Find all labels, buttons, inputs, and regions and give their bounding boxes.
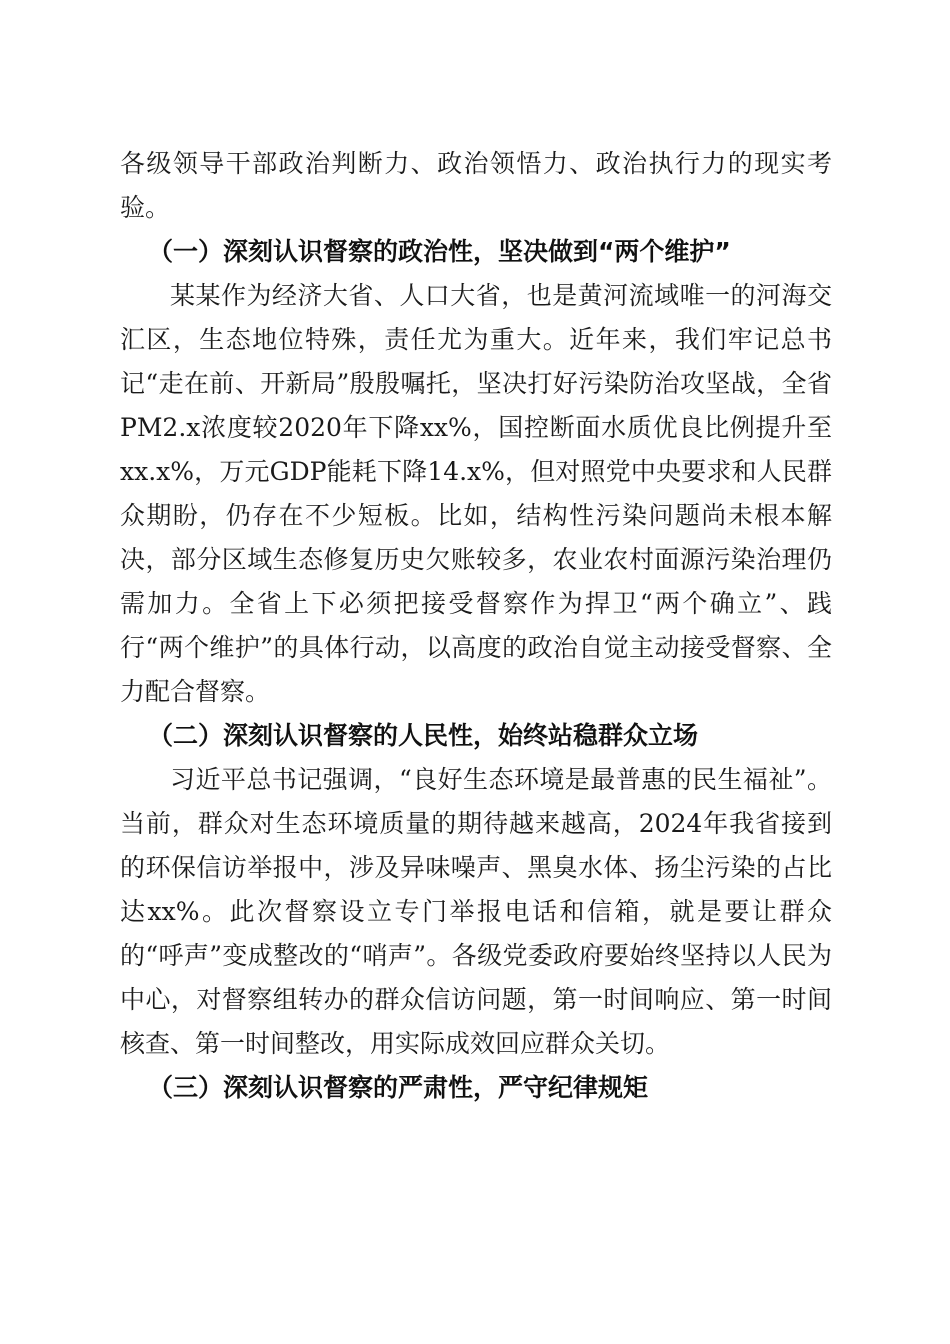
section-heading-1: （一）深刻认识督察的政治性，坚决做到“两个维护”: [148, 237, 731, 266]
paragraph-section-2: 习近平总书记强调，“良好生态环境是最普惠的民生福祉”。当前，群众对生态环境质量的期待越来越高，2024年我省接到的环保信访举报中，涉及异味噪声、黑臭水体、扬尘污染的占比达xx%。此次督察设立专门举报电话和信箱，就是要让群众的“呼声”变成整改的“哨声”。各级党委政府要始终坚持以人民为中心，对督察组转办的群众信访问题，第一时间响应、第一时间核查、第一时间整改，用实际成效回应群众关切。: [120, 765, 832, 1058]
paragraph-section-1: 某某作为经济大省、人口大省，也是黄河流域唯一的河海交汇区，生态地位特殊，责任尤为重大。近年来，我们牢记总书记“走在前、开新局”殷殷嘱托，坚决打好污染防治攻坚战，全省PM2.x浓度较2020年下降xx%，国控断面水质优良比例提升至xx.x%，万元GDP能耗下降14.x%，但对照党中央要求和人民群众期盼，仍存在不少短板。比如，结构性污染问题尚未根本解决，部分区域生态修复历史欠账较多，农业农村面源污染治理仍需加力。全省上下必须把接受督察作为捍卫“两个确立”、践行“两个维护”的具体行动，以高度的政治自觉主动接受督察、全力配合督察。: [120, 281, 832, 706]
section-heading-3: （三）深刻认识督察的严肃性，严守纪律规矩: [148, 1073, 649, 1102]
paragraph-continuation: 各级领导干部政治判断力、政治领悟力、政治执行力的现实考验。: [120, 149, 832, 222]
document-body: [120, 142, 832, 1110]
section-heading-2: （二）深刻认识督察的人民性，始终站稳群众立场: [148, 721, 699, 750]
